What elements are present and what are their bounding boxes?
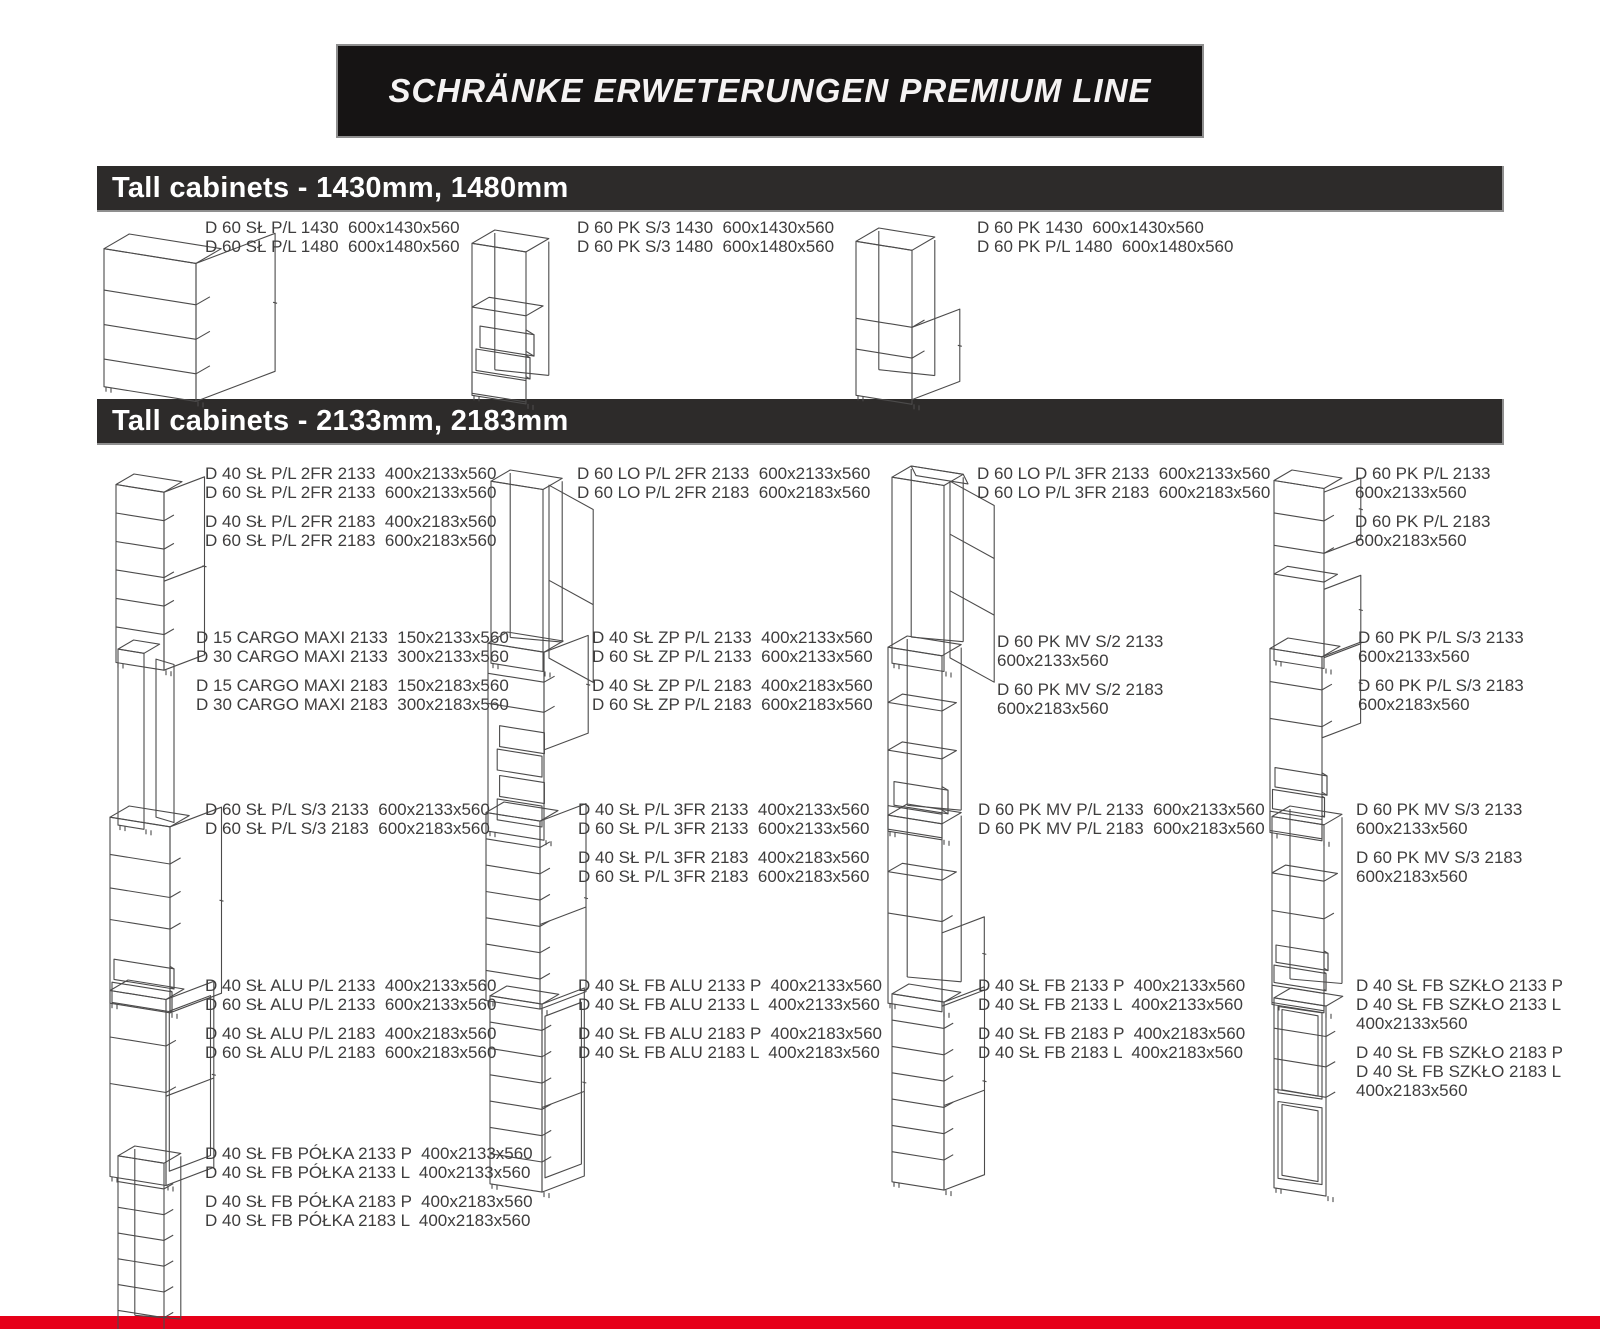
product-label-group [577,464,870,502]
product-code-line: D 60 SŁ ZP P/L 2183 600x2183x560 [592,695,873,714]
product-label-group [205,1192,533,1230]
product-code-line: D 60 LO P/L 2FR 2133 600x2133x560 [577,464,871,483]
product-label-group [205,976,496,1014]
product-code-line: D 40 SŁ P/L 3FR 2183 400x2183x560 [578,848,870,867]
product-code-line: 600x2133x560 [1355,483,1467,502]
product-code-line: D 40 SŁ ALU P/L 2183 400x2183x560 [205,1024,497,1043]
product-label-group [1355,512,1490,550]
product-code-line: D 60 SŁ ALU P/L 2133 600x2133x560 [205,995,497,1014]
product-code-line: D 40 SŁ FB ALU 2133 L 400x2133x560 [578,995,880,1014]
product-code-line: 600x2183x560 [1356,867,1468,886]
product-code-line: D 60 SŁ P/L 3FR 2183 600x2183x560 [578,867,870,886]
product-code-line: 600x2183x560 [1358,695,1470,714]
product-code-line: D 60 PK MV P/L 2183 600x2183x560 [978,819,1265,838]
product-label-group [978,1024,1245,1062]
product-code-line: D 60 LO P/L 3FR 2133 600x2133x560 [977,464,1271,483]
product-label-group [205,512,496,550]
product-code-line: 600x2133x560 [1358,647,1470,666]
product-label-group [978,976,1245,1014]
product-code-line: D 60 PK 1430 600x1430x560 [977,218,1204,237]
section-title: Tall cabinets - 1430mm, 1480mm [112,171,569,204]
product-label-group [1356,976,1563,1033]
product-code-line: D 40 SŁ FB PÓŁKA 2133 P 400x2133x560 [205,1144,533,1163]
product-label-group [1355,464,1490,502]
product-label-group [997,632,1163,670]
product-label-group [577,218,834,256]
cabinet-drawing-tall-cabinet-three-drawers-open-carcass [468,222,566,412]
product-code-line: D 15 CARGO MAXI 2183 150x2183x560 [196,676,509,695]
product-label [577,464,870,512]
product-label [977,464,1270,512]
product-code-line: D 40 SŁ FB SZKŁO 2133 L [1356,995,1562,1014]
product-label-group [196,628,509,666]
product-code-line: D 40 SŁ FB 2133 P 400x2133x560 [978,976,1246,995]
product-label-group [205,218,460,256]
section-header-tall-cabinets-2133 [97,399,1504,445]
product-code-line: D 40 SŁ FB SZKŁO 2133 P [1356,976,1563,995]
product-code-line: D 15 CARGO MAXI 2133 150x2133x560 [196,628,509,647]
product-code-line: D 60 PK S/3 1430 600x1430x560 [577,218,835,237]
product-code-line: 400x2133x560 [1356,1014,1468,1033]
product-code-line: D 60 SŁ P/L 3FR 2133 600x2133x560 [578,819,870,838]
product-label-group [978,800,1265,838]
product-label [977,218,1233,266]
product-code-line: D 60 SŁ P/L 2FR 2133 600x2133x560 [205,483,497,502]
product-code-line: 400x2183x560 [1356,1081,1468,1100]
cabinet-drawing-tall-oven-housing-open-door [852,220,974,412]
title-banner [336,44,1204,138]
product-code-line: D 40 SŁ FB 2183 P 400x2183x560 [978,1024,1246,1043]
product-label [978,800,1265,848]
cabinet-drawing-tall-cabinet-fb-glass-door [1270,980,1350,1204]
product-code-line: D 40 SŁ FB 2183 L 400x2183x560 [978,1043,1243,1062]
page-title: SCHRÄNKE ERWETERUNGEN PREMIUM LINE [388,72,1152,109]
product-label-group [977,218,1233,256]
product-code-line: D 40 SŁ ALU P/L 2133 400x2133x560 [205,976,497,995]
product-label-group [205,1024,496,1062]
product-label-group [205,1144,533,1182]
cabinet-drawing-tall-open-shelf-unit [114,1138,188,1329]
product-code-line: D 40 SŁ FB SZKŁO 2183 P [1356,1043,1563,1062]
product-code-line: D 40 SŁ P/L 2FR 2183 400x2183x560 [205,512,497,531]
product-code-line: D 60 PK MV S/2 2183 [997,680,1164,699]
section-header-tall-cabinets-1430 [97,166,1504,212]
product-code-line: D 60 PK MV P/L 2133 600x2133x560 [978,800,1265,819]
product-label [1356,976,1563,1110]
product-label [578,976,882,1072]
footer-accent-bar [0,1316,1600,1329]
product-code-line: D 60 PK P/L 2133 [1355,464,1491,483]
product-code-line: D 60 SŁ P/L 2FR 2183 600x2183x560 [205,531,497,550]
product-code-line: D 40 SŁ ZP P/L 2183 400x2183x560 [592,676,873,695]
product-label [978,976,1245,1072]
product-code-line: D 60 PK MV S/3 2133 [1356,800,1523,819]
product-code-line: D 60 LO P/L 3FR 2183 600x2183x560 [977,483,1271,502]
product-code-line: D 30 CARGO MAXI 2183 300x2183x560 [196,695,509,714]
product-label-group [205,800,490,838]
product-code-line: D 30 CARGO MAXI 2133 300x2133x560 [196,647,509,666]
product-code-line: D 60 SŁ P/L 1480 600x1480x560 [205,237,460,256]
product-code-line: D 40 SŁ FB SZKŁO 2183 L [1356,1062,1562,1081]
product-label-group [196,676,509,714]
product-label-group [578,1024,882,1062]
product-code-line: D 40 SŁ FB ALU 2133 P 400x2133x560 [578,976,883,995]
product-code-line: D 60 SŁ P/L S/3 2183 600x2183x560 [205,819,490,838]
product-label [1358,628,1524,724]
product-code-line: D 60 PK MV S/3 2183 [1356,848,1523,867]
product-code-line: D 60 LO P/L 2FR 2183 600x2183x560 [577,483,871,502]
product-label [205,976,496,1072]
product-code-line: D 60 PK P/L 1480 600x1480x560 [977,237,1234,256]
product-label-group [578,848,869,886]
product-code-line: 600x2183x560 [997,699,1109,718]
product-code-line: 600x2183x560 [1355,531,1467,550]
product-label-group [1356,800,1522,838]
product-label-group [1358,628,1524,666]
product-code-line: D 60 PK P/L S/3 2133 [1358,628,1524,647]
product-label [205,1144,533,1240]
product-label-group [578,800,869,838]
product-code-line: D 40 SŁ P/L 2FR 2133 400x2133x560 [205,464,497,483]
product-label [205,800,490,848]
product-code-line: 600x2133x560 [1356,819,1468,838]
product-label [578,800,869,896]
product-label [196,628,509,724]
product-code-line: D 40 SŁ ZP P/L 2133 400x2133x560 [592,628,873,647]
product-label [577,218,834,266]
product-code-line: D 40 SŁ FB PÓŁKA 2133 L 400x2133x560 [205,1163,531,1182]
product-code-line: D 60 SŁ ZP P/L 2133 600x2133x560 [592,647,873,666]
product-code-line: D 60 PK MV S/2 2133 [997,632,1164,651]
product-label-group [592,628,873,666]
product-code-line: D 40 SŁ P/L 3FR 2133 400x2133x560 [578,800,870,819]
product-code-line: D 60 SŁ P/L 1430 600x1430x560 [205,218,460,237]
product-code-line: 600x2133x560 [997,651,1109,670]
section-title: Tall cabinets - 2133mm, 2183mm [112,404,569,437]
product-label-group [205,464,496,502]
product-code-line: D 40 SŁ FB 2133 L 400x2133x560 [978,995,1243,1014]
product-label-group [1358,676,1524,714]
product-label-group [592,676,873,714]
product-code-line: D 60 SŁ P/L S/3 2133 600x2133x560 [205,800,490,819]
product-label [205,218,460,266]
product-label-group [977,464,1270,502]
product-label-group [1356,848,1522,886]
product-label-group [1356,1043,1563,1100]
product-label [592,628,873,724]
product-label-group [997,680,1163,718]
product-code-line: D 60 PK P/L 2183 [1355,512,1491,531]
product-label [1355,464,1490,560]
product-code-line: D 60 PK P/L S/3 2183 [1358,676,1524,695]
product-label-group [578,976,882,1014]
product-label [205,464,496,560]
product-code-line: D 60 SŁ ALU P/L 2183 600x2183x560 [205,1043,497,1062]
product-label [997,632,1163,728]
product-code-line: D 60 PK S/3 1480 600x1480x560 [577,237,835,256]
product-code-line: D 40 SŁ FB PÓŁKA 2183 P 400x2183x560 [205,1192,533,1211]
product-code-line: D 40 SŁ FB PÓŁKA 2183 L 400x2183x560 [205,1211,531,1230]
product-code-line: D 40 SŁ FB ALU 2183 P 400x2183x560 [578,1024,883,1043]
product-label [1356,800,1522,896]
product-code-line: D 40 SŁ FB ALU 2183 L 400x2183x560 [578,1043,880,1062]
